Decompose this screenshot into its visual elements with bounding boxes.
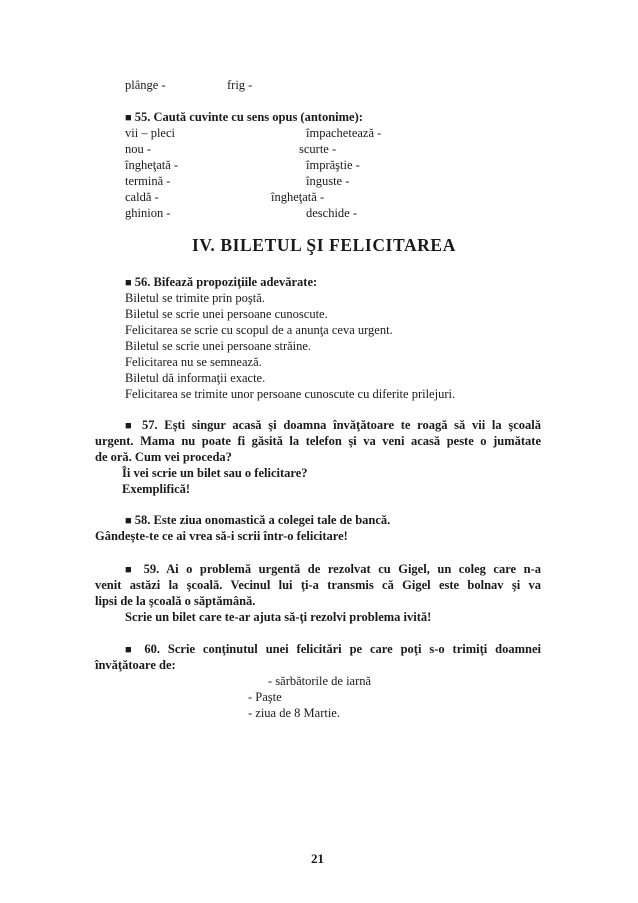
- exercise-57-line: ■ 57. Eşti singur acasă şi doamna învăţătoare te roagă să vii la şcoală: [125, 418, 541, 432]
- exercise-57-line: Exemplifică!: [122, 482, 191, 496]
- ex55-right-word: deschide -: [306, 206, 358, 220]
- bullet-square-icon: ■: [125, 644, 137, 656]
- ex55-right-word: împrăştie -: [306, 158, 360, 172]
- statement-item: Felicitarea se trimite unor persoane cunoscute cu diferite prilejuri.: [125, 387, 456, 401]
- exercise-57-line: urgent. Mama nu poate fi găsită la telefon şi va veni acasă peste o jumătate: [95, 434, 541, 448]
- exercise-59-line: ■ 59. Ai o problemă urgentă de rezolvat cu Gigel, un coleg care n-a: [125, 562, 541, 576]
- ex55-right-word: împachetează -: [306, 126, 382, 140]
- exercise-58-line: Gândeşte-te ce ai vrea să-i scrii într-o felicitare!: [95, 529, 348, 543]
- exercise-56-heading: [125, 275, 317, 291]
- exercise-56-title: 56. Bifează propoziţiile adevărate:: [134, 275, 318, 289]
- ex55-right-word: înguste -: [306, 174, 350, 188]
- occasion-item: - ziua de 8 Martie.: [248, 706, 340, 720]
- exercise-55-heading: [125, 110, 363, 126]
- statement-item: Biletul se scrie unei persoane străine.: [125, 339, 312, 353]
- statement-item: Biletul se scrie unei persoane cunoscute.: [125, 307, 328, 321]
- exercise-60-line: învăţătoare de:: [95, 658, 176, 672]
- statement-item: Biletul se trimite prin poştă.: [125, 291, 265, 305]
- ex55-left-word: vii – pleci: [125, 126, 175, 140]
- ex55-right-word: scurte -: [299, 142, 337, 156]
- bullet-square-icon: ■: [125, 515, 132, 527]
- exercise-59-line: venit astăzi la şcoală. Vecinul lui ţi-a transmis că Gigel este bolnav şi va: [95, 578, 541, 592]
- exercise-59-line: Scrie un bilet care te-ar ajuta să-ţi rezolvi problema ivită!: [125, 610, 432, 624]
- bullet-square-icon: ■: [125, 564, 137, 576]
- exercise-57-line: de oră. Cum vei proceda?: [95, 450, 232, 464]
- exercise-58-line: ■ 58. Este ziua onomastică a colegei tale de bancă.: [125, 513, 391, 527]
- exercise-60-line: ■ 60. Scrie conţinutul unei felicitări pe care poţi s-o trimiţi doamnei: [125, 642, 541, 656]
- bullet-square-icon: ■: [125, 420, 136, 432]
- exercise-55-title: 55. Caută cuvinte cu sens opus (antonime):: [134, 110, 363, 124]
- exercise-59-line: lipsi de la şcoală o săptămână.: [95, 594, 256, 608]
- ex55-left-word: nou -: [125, 142, 152, 156]
- ex55-left-word: îngheţată -: [125, 158, 179, 172]
- page-number: 21: [311, 851, 324, 866]
- bullet-square-icon: ■: [125, 112, 132, 124]
- bullet-square-icon: ■: [125, 277, 132, 289]
- ex55-left-word: caldă -: [125, 190, 159, 204]
- section-heading: IV. BILETUL ŞI FELICITAREA: [192, 235, 456, 255]
- ex55-left-word: termină -: [125, 174, 171, 188]
- occasion-item: - sărbătorile de iarnă: [268, 674, 372, 688]
- ex55-right-word: îngheţată -: [271, 190, 325, 204]
- statement-item: Felicitarea se scrie cu scopul de a anunţa ceva urgent.: [125, 323, 393, 337]
- word-frig: frig -: [227, 78, 253, 92]
- statement-item: Biletul dă informaţii exacte.: [125, 371, 266, 385]
- occasion-item: - Paşte: [248, 690, 282, 704]
- exercise-57-line: Îi vei scrie un bilet sau o felicitare?: [122, 466, 308, 480]
- word-plange: plânge -: [125, 78, 166, 92]
- ex55-left-word: ghinion -: [125, 206, 171, 220]
- statement-item: Felicitarea nu se semnează.: [125, 355, 262, 369]
